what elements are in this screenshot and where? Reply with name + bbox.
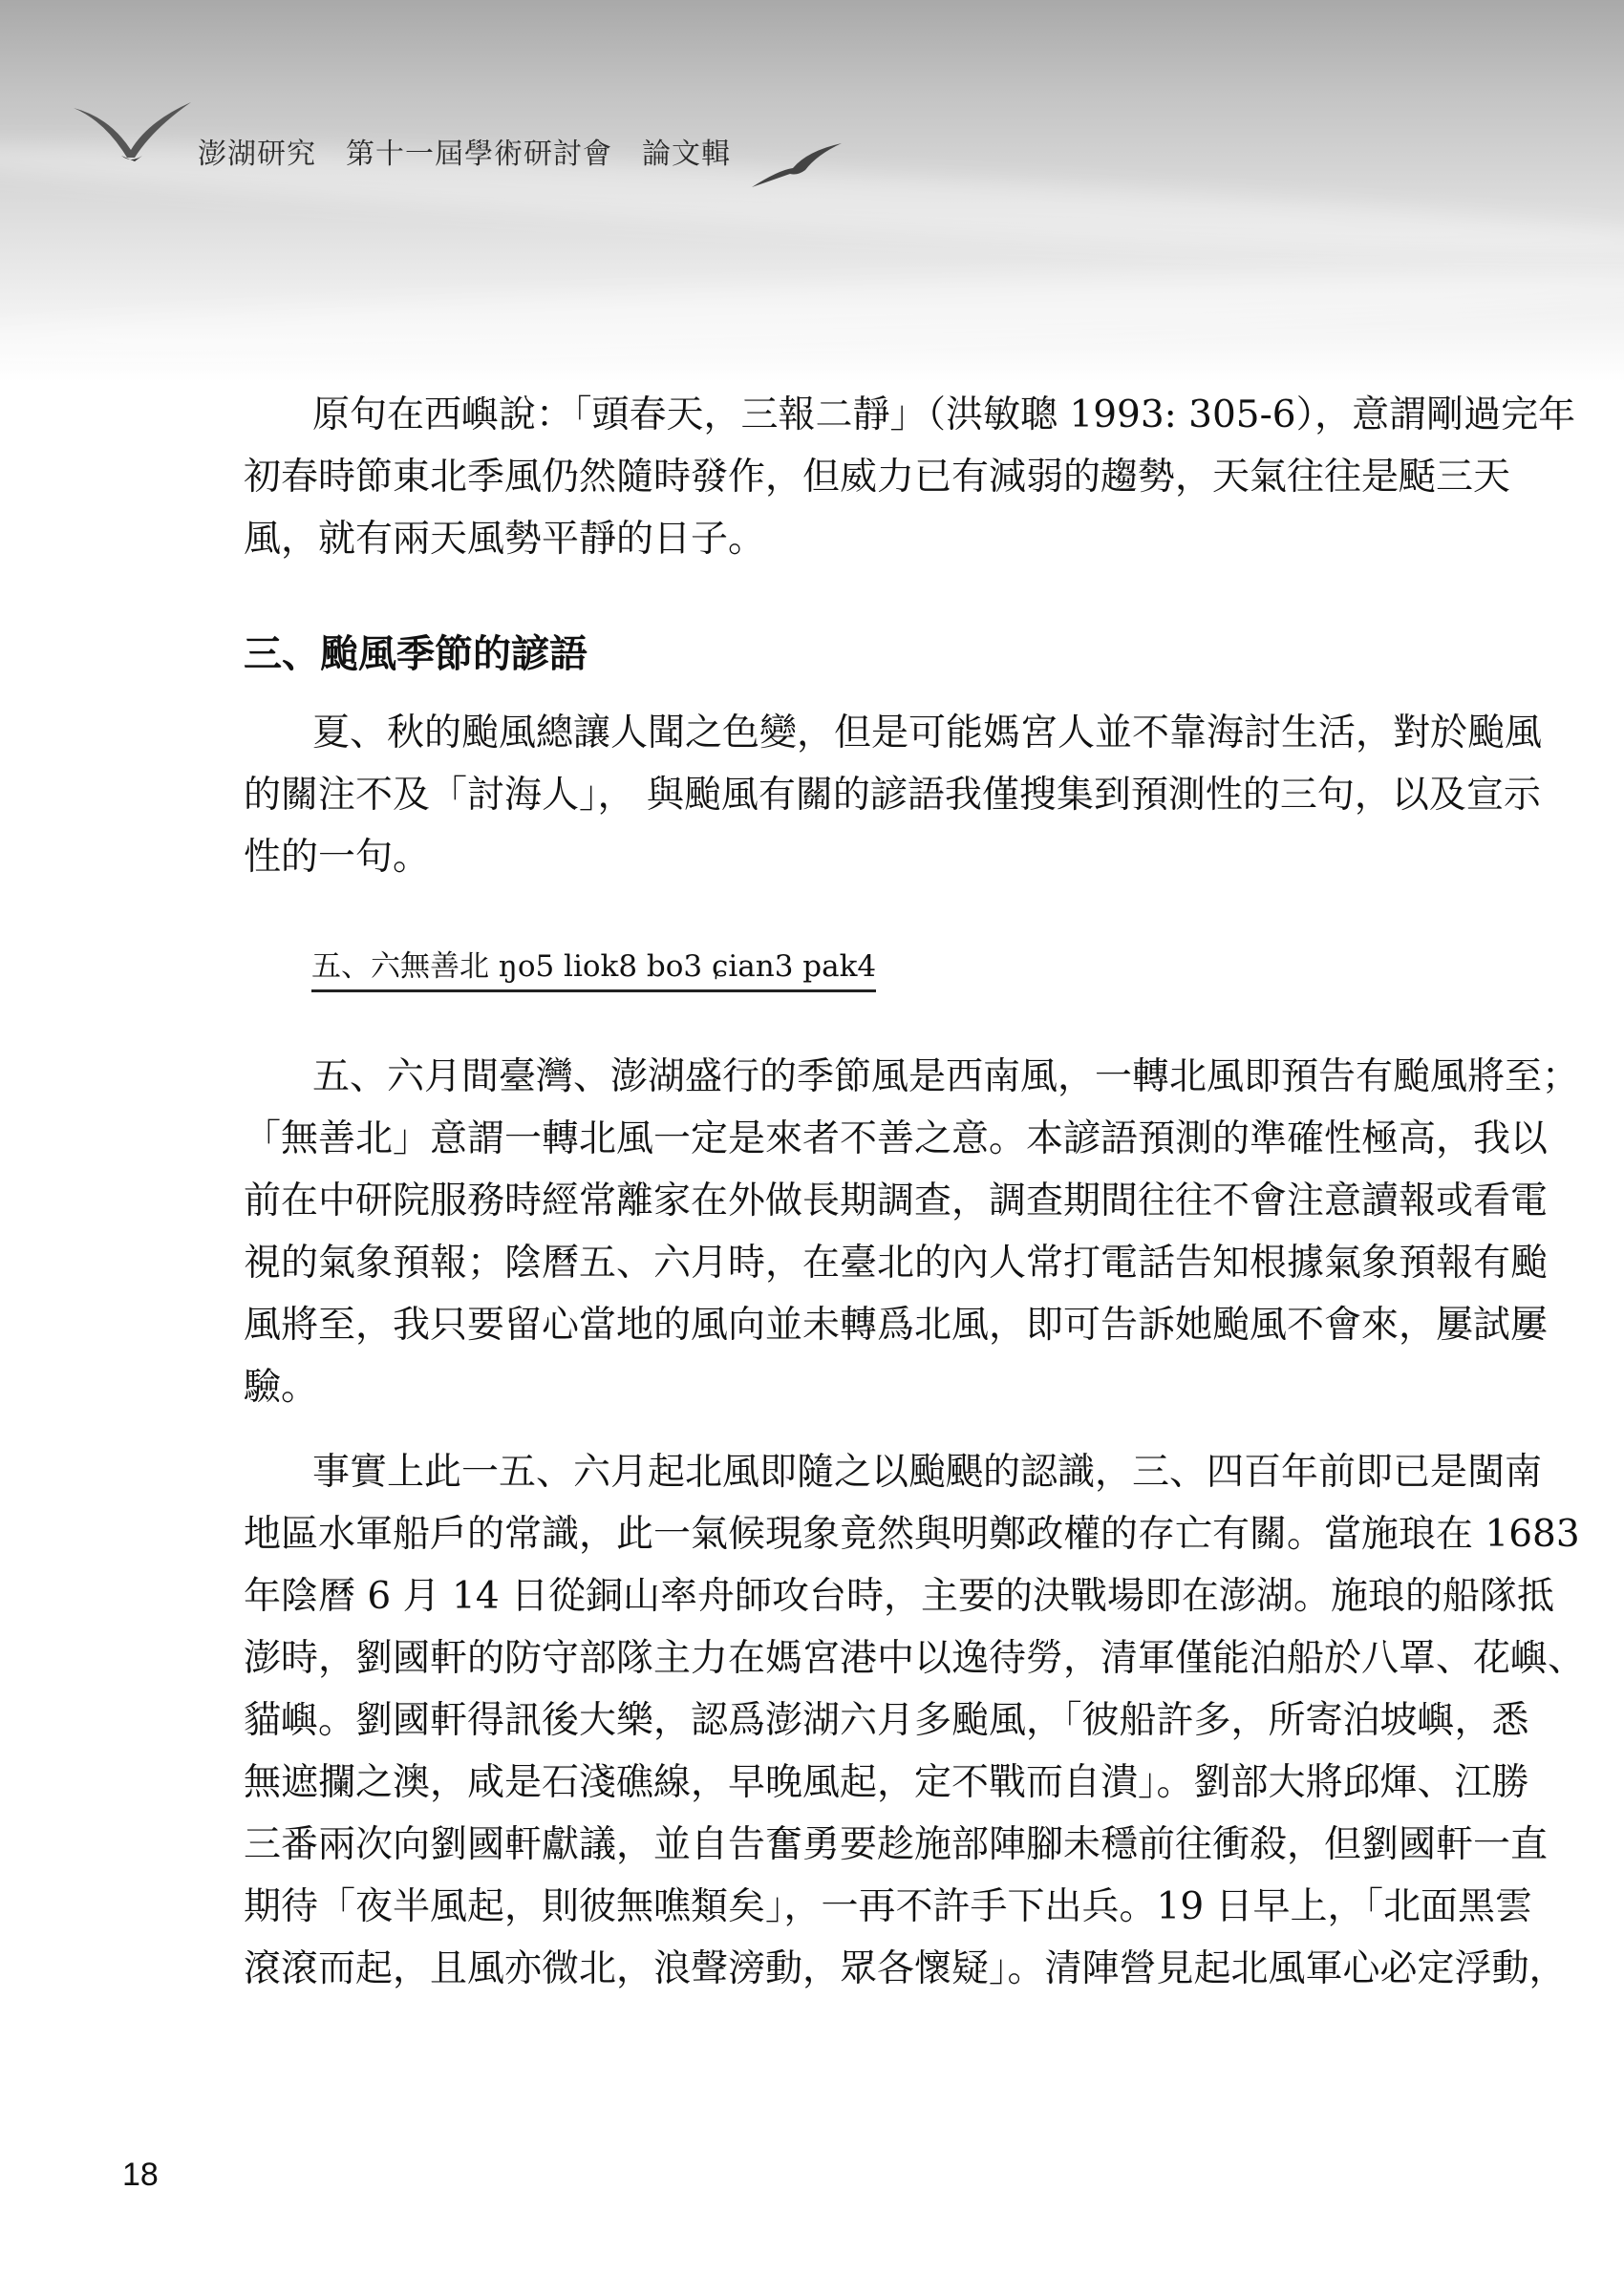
text-line: 風將至，我只要留心當地的風向並未轉爲北風，即可告訴她颱風不會來，屢試屢 <box>244 1304 1549 1347</box>
text-line: 年陰曆 6 月 14 日從銅山率舟師攻台時，主要的決戰場即在澎湖。施琅的船隊抵 <box>244 1575 1555 1618</box>
text-line: 性的一句。 <box>244 836 431 879</box>
text-line: 五、六月間臺灣、澎湖盛行的季節風是西南風，一轉北風即預告有颱風將至； <box>312 1055 1580 1098</box>
paragraph <box>244 1441 1586 2000</box>
text-line: 驗。 <box>244 1366 319 1409</box>
header-title: 澎湖研究 第十一屆學術研討會 論文輯 <box>198 138 731 171</box>
text-line: 的關注不及「討海人」， 與颱風有關的諺語我僅搜集到預測性的三句，以及宣示 <box>244 774 1541 817</box>
text-line: 夏、秋的颱風總讓人聞之色變，但是可能媽宮人並不靠海討生活，對於颱風 <box>312 712 1543 755</box>
paragraph <box>244 702 1543 888</box>
paragraph <box>244 1046 1580 1418</box>
text-line: 風，就有兩天風勢平靜的日子。 <box>244 518 766 561</box>
seagull-icon <box>750 141 845 189</box>
text-line: 初春時節東北季風仍然隨時發作，但威力已有減弱的趨勢，天氣往往是颳三天 <box>244 456 1511 499</box>
text-line: 原句在西嶼說：「頭春天，三報二靜」（洪敏聰 1993: 305-6），意謂剛過完年 <box>312 393 1576 436</box>
text-line: 視的氣象預報；陰曆五、六月時，在臺北的內人常打電話告知根據氣象預報有颱 <box>244 1242 1549 1285</box>
text-line: 滾滾而起，且風亦微北，浪聲滂動，眾各懷疑」。清陣營見起北風軍心必定浮動， <box>244 1947 1567 1990</box>
section-heading: 三、颱風季節的諺語 <box>244 631 588 676</box>
text-line: 事實上此一五、六月起北風即隨之以颱颶的認識，三、四百年前即已是閩南 <box>312 1451 1543 1494</box>
text-line: 無遮攔之澳，咸是石淺礁線，早晚風起，定不戰而自潰」。劉部大將邱煇、江勝 <box>244 1761 1529 1804</box>
seagull-icon <box>72 100 196 167</box>
text-line: 澎時，劉國軒的防守部隊主力在媽宮港中以逸待勞，清軍僅能泊船於八罩、花嶼、 <box>244 1637 1586 1680</box>
paragraph <box>244 384 1576 570</box>
text-line: 「無善北」意謂一轉北風一定是來者不善之意。本諺語預測的準確性極高，我以 <box>244 1117 1549 1160</box>
header-banner <box>0 0 1624 382</box>
page-number: 18 <box>122 2157 159 2193</box>
text-line: 前在中研院服務時經常離家在外做長期調查，調查期間往往不會注意讀報或看電 <box>244 1180 1549 1222</box>
text-line: 貓嶼。劉國軒得訊後大樂，認爲澎湖六月多颱風，「彼船許多，所寄泊坡嶼，悉 <box>244 1699 1529 1742</box>
proverb-heading: 五、六無善北 ŋo5 liok8 bo3 ɕian3 pak4 <box>311 946 876 992</box>
text-line: 三番兩次向劉國軒獻議，並自告奮勇要趁施部陣腳未穩前往衝殺，但劉國軒一直 <box>244 1823 1549 1866</box>
text-line: 期待「夜半風起，則彼無噍類矣」，一再不許手下出兵。19 日早上，「北面黑雲 <box>244 1885 1533 1928</box>
text-line: 地區水軍船戶的常識，此一氣候現象竟然與明鄭政權的存亡有關。當施琅在 1683 <box>244 1513 1580 1556</box>
